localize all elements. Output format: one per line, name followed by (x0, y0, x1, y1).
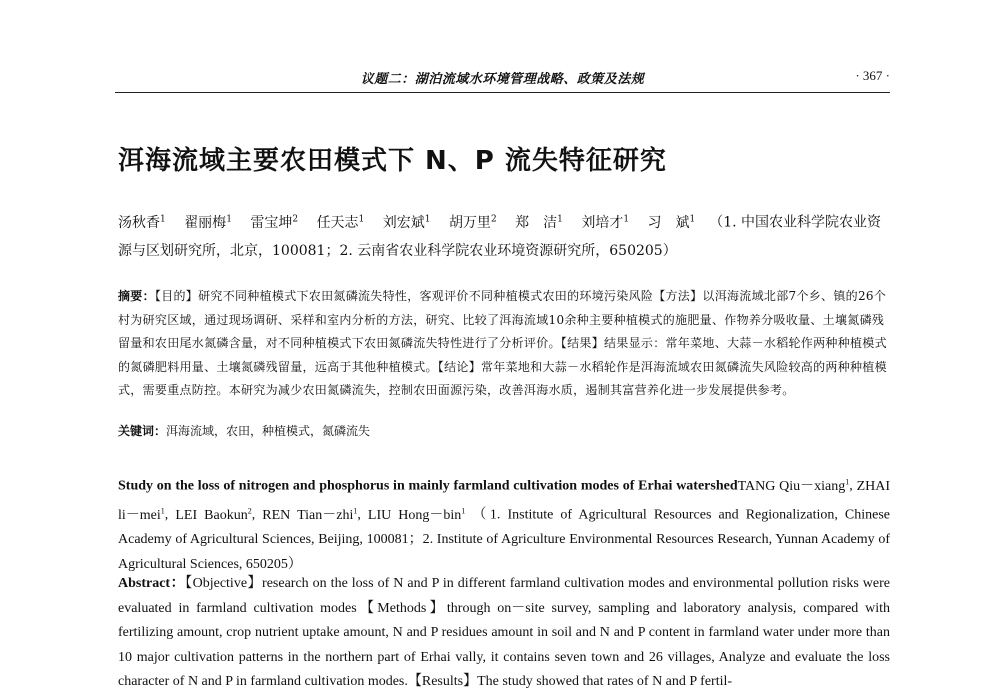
author-en-name: LEI Baokun (175, 507, 248, 523)
author-en-name: ZHAI li－mei (118, 478, 890, 523)
author-name: 刘培才 (581, 214, 624, 231)
author-name: 习 斌 (647, 214, 690, 231)
affiliation-cn: （1. 中国农业科学院农业资源与区划研究所，北京，100081；2. 云南省农业科学院农业环境资源研究所，650205） (118, 214, 882, 259)
abstract-en-label: Abstract： (118, 576, 186, 591)
author-sup: 2 (292, 214, 299, 224)
abstract-cn (118, 285, 890, 403)
author-en (175, 508, 251, 523)
header-rule (115, 92, 890, 93)
affiliation-en: （1. Institute of Agricultural Resources and Regionalization, Chinese Academy of Agricultural Sciences, Beijing, 100081；2. Institute of Agriculture Environmental Resources Research, Yunnan Academy of Agricultural Sciences, 650205） (118, 507, 891, 572)
keywords-cn (118, 420, 890, 443)
author-en-sup: 2 (247, 506, 252, 516)
author-sup: 2 (490, 214, 497, 224)
author-cn (581, 215, 629, 231)
author-cn (317, 215, 365, 231)
author-en-sup: 1 (845, 477, 850, 486)
author-name: 雷宝坤 (250, 214, 293, 231)
author-name: 郑 洁 (515, 214, 558, 231)
author-en-name: TANG Qiu－xiang (737, 478, 846, 494)
author-sup: 1 (424, 214, 431, 224)
author-en (262, 508, 357, 523)
keywords-cn-text: 洱海流域，农田，种植模式，氮磷流失 (166, 424, 371, 438)
author-cn (515, 215, 563, 231)
author-cn (648, 215, 696, 231)
running-header (115, 68, 890, 88)
author-en-sup: 1 (160, 506, 165, 516)
author-cn (118, 215, 166, 231)
author-cn (184, 215, 232, 231)
english-title: Study on the loss of nitrogen and phosphorus in mainly farmland cultivation modes of Erhai watershed (118, 478, 738, 494)
author-sup: 1 (226, 214, 232, 224)
abstract-en (118, 572, 890, 695)
keywords-cn-label: 关键词： (118, 424, 167, 438)
author-en (738, 479, 850, 494)
author-en-sup: 1 (461, 506, 466, 516)
author-cn (449, 215, 497, 231)
abstract-en-text: 【Objective】research on the loss of N and P in different farmland cultivation modes and environmental pollution risks were evaluated in farmland cultivation modes【Methods】through on－site survey, sampling and laboratory analysis, compared with fertilizing amount, crop nutrient uptake amount, N and P residues amount in soil and N and P content in farmland water under more than 10 major cultivation patterns in the northern part of Erhai vally, it contains seven town and 26 villages, Analyze and evaluate the loss character of N and P in farmland cultivation modes.【Results】The study showed that rates of N and P fertil- (118, 576, 890, 689)
author-name: 任天志 (316, 214, 359, 231)
paper-title: 洱海流域主要农田模式下 N、P 流失特征研究 (118, 146, 667, 176)
author-en-name: LIU Hong－bin (367, 507, 462, 523)
author-name: 汤秋香 (118, 214, 160, 231)
page-number: · 367 · (855, 68, 890, 83)
author-en-name: REN Tian－zhi (262, 507, 354, 523)
running-title: 议题二：湖泊流域水环境管理战略、政策及法规 (360, 72, 645, 87)
author-cn (383, 215, 431, 231)
authors-cn (118, 205, 890, 265)
author-en (368, 508, 465, 523)
abstract-cn-label: 摘要： (118, 289, 155, 303)
author-name: 翟丽梅 (184, 214, 227, 231)
author-en-sup: 1 (353, 506, 358, 516)
author-sup: 1 (557, 214, 563, 224)
english-title-authors: Study on the loss of nitrogen and phosphorus in mainly farmland cultivation modes of Erhai watershedTANG Qiu－xiang$^1$, ZHAI li－mei$^1$, LEI Baokun$^2$, REN Tian－zhi$^1$, LIU Hong－bin$^1$ （1. Institute of Agricultural Resources and Regionalization, Chinese Academy of Agricultural Sciences, Beijing, 100081；2. Institute of Agriculture Environmental Resources Research, Yunnan Academy of Agricultural Sciences, 650205） (118, 477, 891, 572)
author-sup: 1 (160, 214, 166, 224)
author-sup: 1 (689, 214, 696, 224)
abstract-cn-text: 【目的】研究不同种植模式下农田氮磷流失特性，客观评价不同种植模式农田的环境污染风险【方法】以洱海流域北部7个乡、镇的26个村为研究区域，通过现场调研、采样和室内分析的方法，研究、比较了洱海流域10余种主要种植模式的施肥量、作物养分吸收量、土壤氮磷残留量和农田尾水氮磷含量，对不同种植模式下农田氮磷流失特性进行了分析评价。【结果】结果显示：常年菜地、大蒜－水稻轮作两种种植模式的氮磷肥料用量、土壤氮磷残留量，远高于其他种植模式。【结论】常年菜地和大蒜－水稻轮作是洱海流域农田氮磷流失风险较高的两种种植模式，需要重点防控。本研究为减少农田氮磷流失，控制农田面源污染，改善洱海水质，遏制其富营养化进一步发展提供参考。 (118, 289, 887, 397)
author-name: 刘宏斌 (382, 214, 425, 231)
author-cn (250, 215, 298, 231)
author-name: 胡万里 (448, 214, 491, 231)
author-sup: 1 (623, 214, 630, 224)
author-sup: 1 (358, 214, 365, 224)
